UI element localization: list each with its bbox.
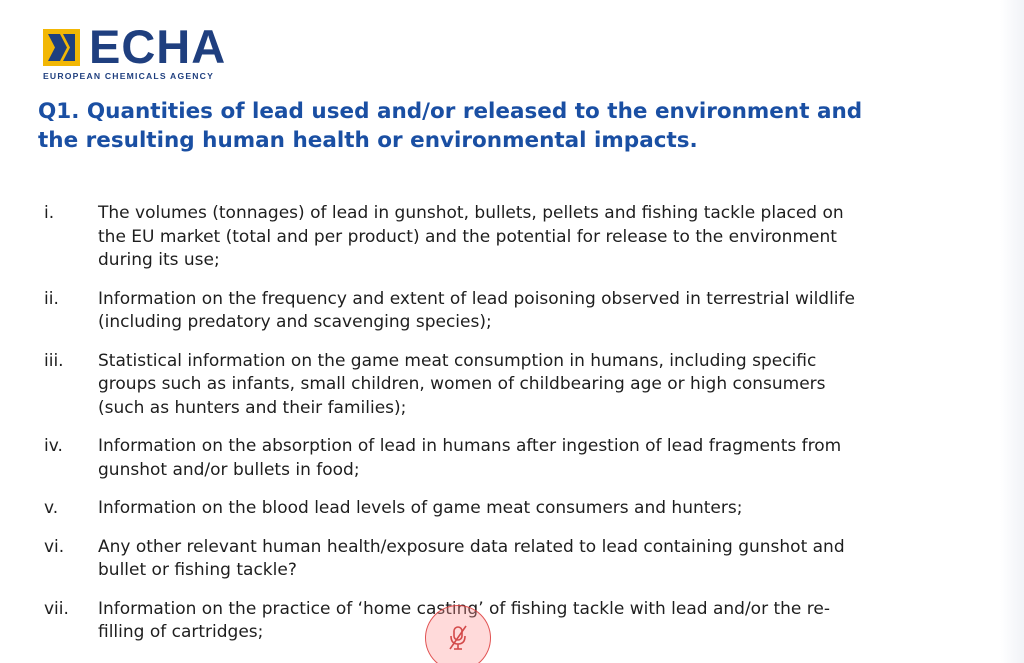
question-number: iv. [44,436,63,456]
slide-edge-shadow [1000,0,1024,663]
question-text: Statistical information on the game meat consumption in humans, including specific groups such as infants, small children, women of childbearing age or high consumers (such as hunters and their families); [98,350,826,418]
question-list [44,202,874,660]
question-number: vii. [44,598,69,619]
pointer-highlight[interactable] [425,605,491,663]
question-item [44,288,874,335]
question-item [44,202,874,273]
question-text: Information on the absorption of lead in humans after ingestion of lead fragments from gunshot and/or bullets in food; [98,436,842,480]
logo-subtitle: EUROPEAN CHEMICALS AGENCY [43,71,215,81]
question-item [44,497,874,521]
logo-wordmark: ECHA [89,20,227,73]
question-number: i. [44,203,55,223]
echa-logo [43,20,263,85]
question-text: Information on the practice of ‘home casting’ of fishing tackle with lead and/or the re-filling of cartridges; [98,598,830,642]
slide-title: Q1. Quantities of lead used and/or released to the environment and the resulting human health or environmental impacts. [38,99,863,153]
question-text: The volumes (tonnages) of lead in gunshot, bullets, pellets and fishing tackle placed on the EU market (total and per product) and the potential for release to the environment during its use; [98,203,844,270]
question-text: Information on the frequency and extent of lead poisoning observed in terrestrial wildlife (including predatory and scavenging species); [98,288,855,332]
muted-microphone-icon [448,624,468,652]
question-item [44,435,874,482]
question-text: Information on the blood lead levels of game meat consumers and hunters; [98,498,743,518]
question-item [44,350,874,421]
question-item [44,536,874,583]
question-number: vi. [44,536,65,557]
question-number: v. [44,498,59,518]
echa-logo-mark-icon [43,29,80,66]
question-number: iii. [44,350,64,371]
question-text: Any other relevant human health/exposure data related to lead containing gunshot and bullet or fishing tackle? [98,536,845,580]
question-number: ii. [44,288,59,309]
